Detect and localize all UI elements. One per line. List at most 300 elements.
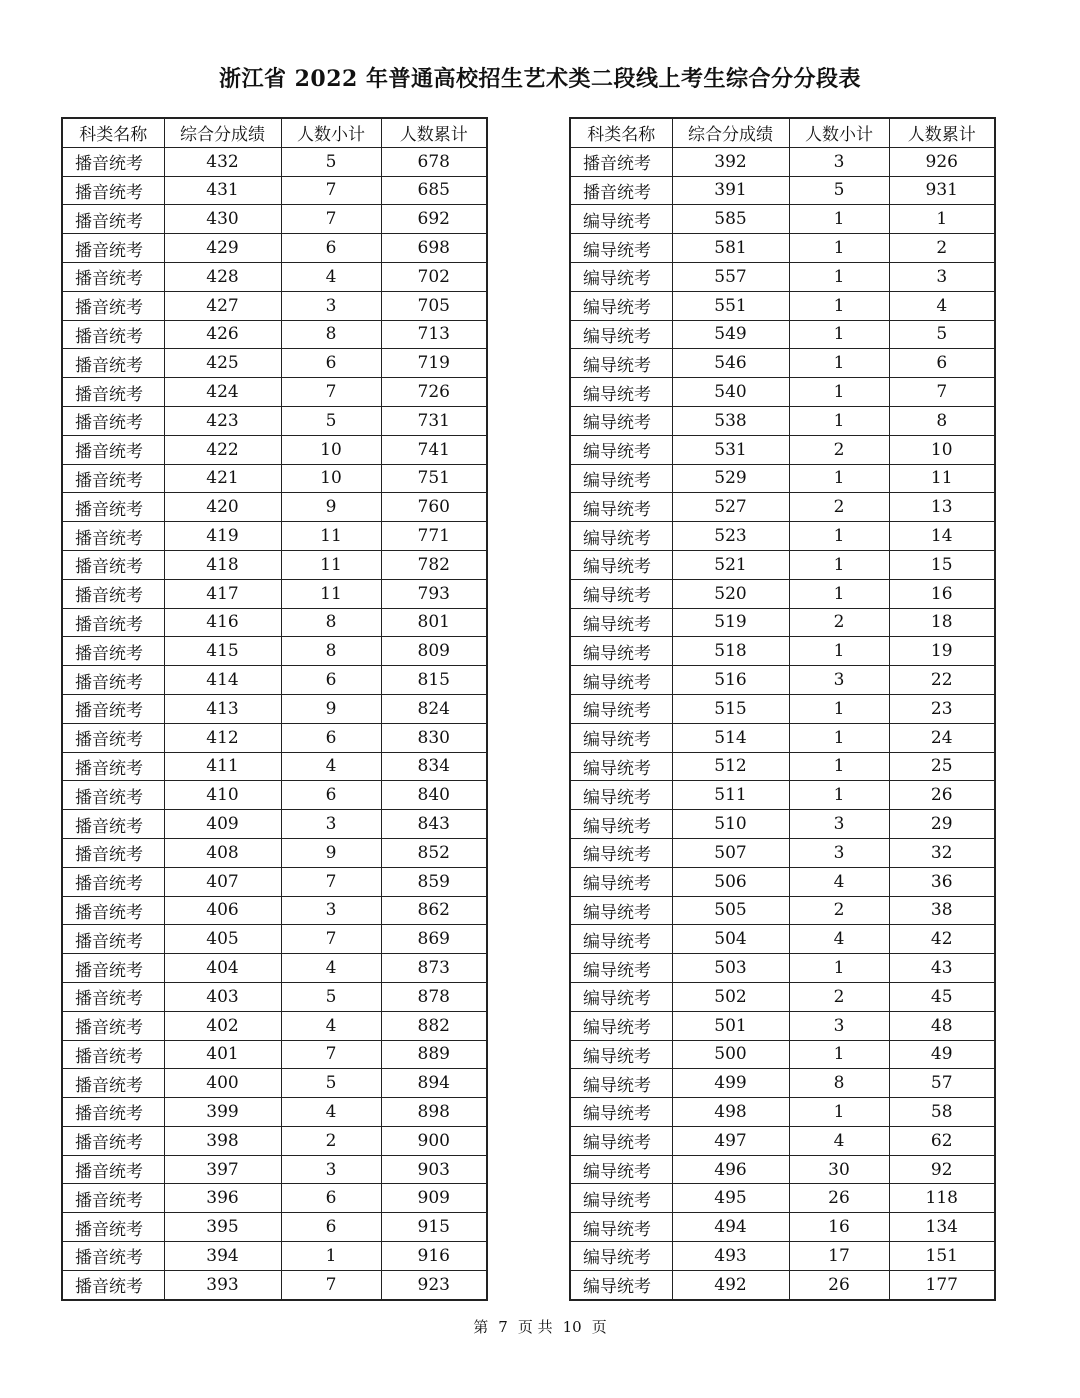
cell-score: 518 [672, 637, 789, 666]
cell-count: 4 [789, 925, 889, 954]
cell-score: 512 [672, 752, 789, 781]
cell-cumulative: 23 [889, 694, 995, 723]
table-row [62, 1242, 487, 1271]
cell-category: 编导统考 [570, 666, 672, 695]
table-row [62, 1011, 487, 1040]
cell-cumulative: 8 [889, 406, 995, 435]
cell-cumulative: 916 [381, 1242, 487, 1271]
cell-category: 播音统考 [62, 781, 164, 810]
cell-category: 编导统考 [570, 1126, 672, 1155]
cell-category: 播音统考 [570, 147, 672, 176]
cell-cumulative: 10 [889, 435, 995, 464]
cell-category: 播音统考 [62, 867, 164, 896]
cell-score: 505 [672, 896, 789, 925]
cell-score: 430 [164, 205, 281, 234]
cell-score: 407 [164, 867, 281, 896]
table-header-row [570, 118, 995, 147]
table-row [62, 205, 487, 234]
cell-cumulative: 26 [889, 781, 995, 810]
cell-score: 406 [164, 896, 281, 925]
cell-score: 400 [164, 1069, 281, 1098]
cell-category: 编导统考 [570, 579, 672, 608]
cell-count: 6 [281, 723, 381, 752]
table-row [570, 925, 995, 954]
cell-cumulative: 5 [889, 320, 995, 349]
header-count: 人数小计 [789, 118, 889, 147]
table-row [570, 982, 995, 1011]
cell-count: 4 [281, 1011, 381, 1040]
table-row [570, 1069, 995, 1098]
cell-count: 8 [281, 637, 381, 666]
table-row [570, 1011, 995, 1040]
cell-count: 1 [789, 464, 889, 493]
cell-category: 编导统考 [570, 781, 672, 810]
cell-category: 播音统考 [62, 608, 164, 637]
cell-category: 编导统考 [570, 1011, 672, 1040]
table-row [570, 1040, 995, 1069]
cell-score: 538 [672, 406, 789, 435]
table-row [570, 608, 995, 637]
table-row [570, 464, 995, 493]
cell-cumulative: 751 [381, 464, 487, 493]
cell-count: 6 [281, 1184, 381, 1213]
cell-score: 506 [672, 867, 789, 896]
cell-count: 3 [789, 838, 889, 867]
cell-category: 编导统考 [570, 867, 672, 896]
cell-count: 4 [281, 752, 381, 781]
cell-cumulative: 14 [889, 522, 995, 551]
cell-cumulative: 6 [889, 349, 995, 378]
cell-count: 3 [281, 810, 381, 839]
table-row [62, 1213, 487, 1242]
table-row [62, 896, 487, 925]
cell-cumulative: 923 [381, 1270, 487, 1299]
cell-count: 7 [281, 378, 381, 407]
table-row [62, 781, 487, 810]
cell-count: 8 [281, 608, 381, 637]
cell-category: 编导统考 [570, 205, 672, 234]
cell-category: 播音统考 [62, 320, 164, 349]
cell-count: 26 [789, 1184, 889, 1213]
cell-score: 523 [672, 522, 789, 551]
cell-category: 播音统考 [62, 810, 164, 839]
table-row [570, 1242, 995, 1271]
cell-cumulative: 25 [889, 752, 995, 781]
header-cumulative: 人数累计 [889, 118, 995, 147]
cell-category: 编导统考 [570, 1069, 672, 1098]
cell-category: 播音统考 [62, 435, 164, 464]
cell-count: 1 [789, 234, 889, 263]
page-footer [0, 1316, 1080, 1337]
table-row [570, 1184, 995, 1213]
cell-count: 9 [281, 694, 381, 723]
cell-category: 播音统考 [62, 349, 164, 378]
cell-count: 3 [789, 147, 889, 176]
cell-score: 499 [672, 1069, 789, 1098]
cell-score: 504 [672, 925, 789, 954]
table-row [62, 291, 487, 320]
table-row [570, 234, 995, 263]
cell-score: 395 [164, 1213, 281, 1242]
table-row [570, 694, 995, 723]
cell-category: 播音统考 [62, 1126, 164, 1155]
cell-count: 3 [281, 291, 381, 320]
cell-cumulative: 869 [381, 925, 487, 954]
cell-score: 417 [164, 579, 281, 608]
cell-score: 422 [164, 435, 281, 464]
cell-score: 531 [672, 435, 789, 464]
cell-category: 编导统考 [570, 291, 672, 320]
cell-category: 编导统考 [570, 493, 672, 522]
cell-cumulative: 898 [381, 1098, 487, 1127]
cell-count: 3 [281, 896, 381, 925]
cell-score: 511 [672, 781, 789, 810]
cell-category: 编导统考 [570, 694, 672, 723]
cell-cumulative: 2 [889, 234, 995, 263]
cell-cumulative: 15 [889, 550, 995, 579]
cell-score: 507 [672, 838, 789, 867]
cell-category: 播音统考 [570, 176, 672, 205]
cell-count: 1 [789, 752, 889, 781]
cell-count: 7 [281, 176, 381, 205]
table-row [62, 320, 487, 349]
cell-category: 播音统考 [62, 1270, 164, 1299]
cell-score: 516 [672, 666, 789, 695]
cell-score: 426 [164, 320, 281, 349]
cell-category: 播音统考 [62, 464, 164, 493]
cell-count: 4 [281, 954, 381, 983]
footer-prefix: 第 [473, 1318, 489, 1336]
cell-cumulative: 45 [889, 982, 995, 1011]
cell-count: 3 [281, 1155, 381, 1184]
cell-count: 11 [281, 522, 381, 551]
table-row [570, 637, 995, 666]
header-cumulative: 人数累计 [381, 118, 487, 147]
cell-cumulative: 731 [381, 406, 487, 435]
table-row [570, 1213, 995, 1242]
table-row [62, 493, 487, 522]
cell-count: 6 [281, 349, 381, 378]
table-row [570, 205, 995, 234]
cell-cumulative: 19 [889, 637, 995, 666]
cell-category: 播音统考 [62, 666, 164, 695]
cell-count: 2 [789, 896, 889, 925]
cell-score: 410 [164, 781, 281, 810]
cell-count: 11 [281, 579, 381, 608]
cell-score: 402 [164, 1011, 281, 1040]
total-pages: 10 [562, 1318, 582, 1336]
cell-score: 549 [672, 320, 789, 349]
cell-category: 播音统考 [62, 1040, 164, 1069]
cell-category: 播音统考 [62, 550, 164, 579]
cell-score: 540 [672, 378, 789, 407]
table-row [62, 550, 487, 579]
cell-cumulative: 678 [381, 147, 487, 176]
cell-cumulative: 42 [889, 925, 995, 954]
cell-category: 播音统考 [62, 982, 164, 1011]
cell-score: 420 [164, 493, 281, 522]
table-row [62, 176, 487, 205]
header-score: 综合分成绩 [164, 118, 281, 147]
cell-score: 404 [164, 954, 281, 983]
cell-category: 编导统考 [570, 234, 672, 263]
cell-category: 播音统考 [62, 1098, 164, 1127]
cell-score: 414 [164, 666, 281, 695]
table-row [62, 147, 487, 176]
footer-suffix: 页 [591, 1318, 607, 1336]
cell-score: 521 [672, 550, 789, 579]
cell-count: 1 [789, 579, 889, 608]
cell-score: 498 [672, 1098, 789, 1127]
cell-cumulative: 900 [381, 1126, 487, 1155]
cell-count: 7 [281, 1270, 381, 1299]
table-row [62, 579, 487, 608]
cell-count: 1 [789, 637, 889, 666]
cell-cumulative: 903 [381, 1155, 487, 1184]
cell-category: 播音统考 [62, 925, 164, 954]
cell-count: 3 [789, 1011, 889, 1040]
cell-cumulative: 882 [381, 1011, 487, 1040]
table-row [570, 435, 995, 464]
cell-count: 1 [789, 694, 889, 723]
table-row [570, 838, 995, 867]
cell-count: 4 [789, 867, 889, 896]
table-row [570, 666, 995, 695]
cell-count: 4 [281, 262, 381, 291]
cell-count: 2 [789, 493, 889, 522]
cell-count: 7 [281, 1040, 381, 1069]
cell-cumulative: 771 [381, 522, 487, 551]
cell-score: 514 [672, 723, 789, 752]
cell-cumulative: 22 [889, 666, 995, 695]
cell-score: 497 [672, 1126, 789, 1155]
header-category: 科类名称 [62, 118, 164, 147]
cell-category: 编导统考 [570, 320, 672, 349]
cell-score: 424 [164, 378, 281, 407]
cell-cumulative: 4 [889, 291, 995, 320]
cell-score: 493 [672, 1242, 789, 1271]
cell-score: 423 [164, 406, 281, 435]
cell-count: 6 [281, 234, 381, 263]
table-row [570, 1098, 995, 1127]
cell-cumulative: 915 [381, 1213, 487, 1242]
cell-score: 396 [164, 1184, 281, 1213]
cell-score: 408 [164, 838, 281, 867]
table-row [62, 982, 487, 1011]
cell-count: 1 [789, 406, 889, 435]
cell-count: 1 [789, 205, 889, 234]
cell-count: 1 [789, 522, 889, 551]
cell-score: 403 [164, 982, 281, 1011]
table-row [570, 522, 995, 551]
cell-count: 26 [789, 1270, 889, 1299]
table-row [62, 608, 487, 637]
table-row [570, 493, 995, 522]
table-row [570, 550, 995, 579]
cell-score: 510 [672, 810, 789, 839]
table-row [62, 954, 487, 983]
cell-score: 393 [164, 1270, 281, 1299]
cell-category: 编导统考 [570, 1242, 672, 1271]
cell-cumulative: 760 [381, 493, 487, 522]
cell-category: 编导统考 [570, 925, 672, 954]
table-row [570, 147, 995, 176]
cell-score: 492 [672, 1270, 789, 1299]
cell-category: 编导统考 [570, 1213, 672, 1242]
cell-category: 播音统考 [62, 954, 164, 983]
cell-count: 1 [789, 291, 889, 320]
cell-cumulative: 909 [381, 1184, 487, 1213]
table-row [62, 406, 487, 435]
cell-cumulative: 62 [889, 1126, 995, 1155]
cell-category: 播音统考 [62, 723, 164, 752]
cell-count: 5 [281, 1069, 381, 1098]
cell-category: 播音统考 [62, 406, 164, 435]
table-row [570, 176, 995, 205]
cell-score: 495 [672, 1184, 789, 1213]
cell-category: 编导统考 [570, 810, 672, 839]
cell-category: 播音统考 [62, 147, 164, 176]
cell-count: 2 [789, 982, 889, 1011]
cell-category: 编导统考 [570, 1098, 672, 1127]
table-row [570, 406, 995, 435]
cell-cumulative: 151 [889, 1242, 995, 1271]
table-row [62, 262, 487, 291]
cell-score: 409 [164, 810, 281, 839]
cell-cumulative: 7 [889, 378, 995, 407]
cell-score: 515 [672, 694, 789, 723]
cell-score: 520 [672, 579, 789, 608]
cell-category: 编导统考 [570, 608, 672, 637]
table-row [570, 291, 995, 320]
cell-cumulative: 852 [381, 838, 487, 867]
cell-score: 503 [672, 954, 789, 983]
cell-count: 5 [281, 147, 381, 176]
cell-count: 1 [789, 349, 889, 378]
cell-score: 529 [672, 464, 789, 493]
table-row [62, 637, 487, 666]
cell-category: 播音统考 [62, 637, 164, 666]
cell-score: 527 [672, 493, 789, 522]
table-row [570, 1126, 995, 1155]
cell-cumulative: 713 [381, 320, 487, 349]
table-row [570, 1155, 995, 1184]
cell-cumulative: 24 [889, 723, 995, 752]
cell-category: 播音统考 [62, 694, 164, 723]
cell-category: 播音统考 [62, 262, 164, 291]
cell-count: 8 [789, 1069, 889, 1098]
cell-cumulative: 705 [381, 291, 487, 320]
table-row [570, 810, 995, 839]
cell-cumulative: 18 [889, 608, 995, 637]
cell-count: 10 [281, 435, 381, 464]
cell-category: 播音统考 [62, 1011, 164, 1040]
cell-cumulative: 1 [889, 205, 995, 234]
cell-cumulative: 878 [381, 982, 487, 1011]
cell-cumulative: 702 [381, 262, 487, 291]
cell-category: 编导统考 [570, 435, 672, 464]
cell-score: 585 [672, 205, 789, 234]
cell-cumulative: 931 [889, 176, 995, 205]
cell-category: 编导统考 [570, 1184, 672, 1213]
cell-count: 1 [789, 378, 889, 407]
table-row [62, 1098, 487, 1127]
cell-count: 9 [281, 493, 381, 522]
table-row [570, 1270, 995, 1299]
cell-cumulative: 118 [889, 1184, 995, 1213]
cell-score: 431 [164, 176, 281, 205]
cell-cumulative: 16 [889, 579, 995, 608]
cell-category: 编导统考 [570, 723, 672, 752]
cell-cumulative: 815 [381, 666, 487, 695]
score-table-left [61, 117, 488, 1301]
cell-cumulative: 29 [889, 810, 995, 839]
cell-cumulative: 719 [381, 349, 487, 378]
cell-category: 播音统考 [62, 378, 164, 407]
cell-cumulative: 873 [381, 954, 487, 983]
cell-cumulative: 894 [381, 1069, 487, 1098]
cell-count: 3 [789, 666, 889, 695]
cell-count: 11 [281, 550, 381, 579]
cell-cumulative: 793 [381, 579, 487, 608]
cell-score: 500 [672, 1040, 789, 1069]
cell-count: 17 [789, 1242, 889, 1271]
cell-count: 6 [281, 781, 381, 810]
cell-score: 496 [672, 1155, 789, 1184]
cell-score: 397 [164, 1155, 281, 1184]
cell-score: 581 [672, 234, 789, 263]
cell-count: 7 [281, 867, 381, 896]
cell-cumulative: 830 [381, 723, 487, 752]
cell-score: 419 [164, 522, 281, 551]
cell-category: 播音统考 [62, 1184, 164, 1213]
cell-score: 391 [672, 176, 789, 205]
cell-cumulative: 48 [889, 1011, 995, 1040]
table-row [570, 954, 995, 983]
cell-cumulative: 685 [381, 176, 487, 205]
table-row [570, 349, 995, 378]
cell-category: 编导统考 [570, 550, 672, 579]
cell-count: 1 [281, 1242, 381, 1271]
page-title: 浙江省 2022 年普通高校招生艺术类二段线上考生综合分分段表 [218, 66, 862, 92]
table-row [62, 1040, 487, 1069]
table-row [62, 1270, 487, 1299]
cell-cumulative: 843 [381, 810, 487, 839]
cell-score: 502 [672, 982, 789, 1011]
cell-score: 501 [672, 1011, 789, 1040]
cell-category: 播音统考 [62, 493, 164, 522]
cell-count: 1 [789, 1040, 889, 1069]
header-category: 科类名称 [570, 118, 672, 147]
cell-score: 494 [672, 1213, 789, 1242]
cell-score: 425 [164, 349, 281, 378]
cell-category: 播音统考 [62, 838, 164, 867]
cell-category: 播音统考 [62, 1213, 164, 1242]
cell-count: 1 [789, 550, 889, 579]
cell-category: 编导统考 [570, 464, 672, 493]
cell-cumulative: 840 [381, 781, 487, 810]
cell-score: 551 [672, 291, 789, 320]
table-row [570, 579, 995, 608]
cell-cumulative: 859 [381, 867, 487, 896]
cell-cumulative: 692 [381, 205, 487, 234]
cell-score: 413 [164, 694, 281, 723]
cell-cumulative: 92 [889, 1155, 995, 1184]
table-row [570, 752, 995, 781]
table-row [570, 781, 995, 810]
header-count: 人数小计 [281, 118, 381, 147]
cell-count: 1 [789, 262, 889, 291]
